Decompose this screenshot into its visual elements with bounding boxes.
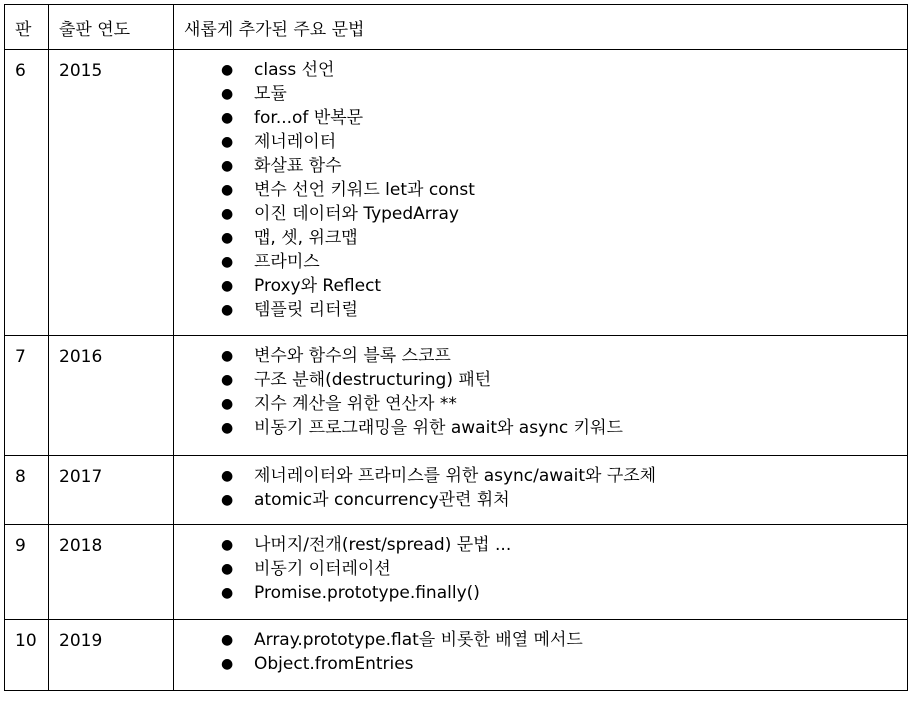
feature-item [221,298,907,322]
feature-text: 구조 분해(destructuring) 패턴 [254,370,492,390]
feature-text: 비동기 이터레이션 [254,559,391,579]
header-row [5,5,908,50]
feature-item [221,178,907,202]
edition-cell: 10 [5,620,49,691]
year-cell: 2016 [49,336,174,456]
table-row [5,50,908,336]
feature-item [221,628,907,652]
edition-cell: 6 [5,50,49,336]
feature-text: 템플릿 리터럴 [254,300,358,320]
feature-text: Array.prototype.flat을 비롯한 배열 메서드 [254,630,583,650]
bullet-icon: ● [221,585,234,601]
bullet-icon: ● [221,110,234,126]
feature-list [174,628,907,676]
table-body [5,50,908,691]
bullet-icon: ● [221,632,234,648]
bullet-icon: ● [221,206,234,222]
feature-text: Promise.prototype.finally() [254,583,480,603]
feature-text: 제너레이터와 프라미스를 위한 async/await와 구조체 [254,466,657,486]
feature-text: 이진 데이터와 TypedArray [254,204,459,224]
bullet-icon: ● [221,86,234,102]
feature-text: 모듈 [254,84,287,104]
feature-text: 프라미스 [254,252,320,272]
feature-item [221,416,907,440]
bullet-icon: ● [221,372,234,388]
features-cell [174,456,908,525]
year-cell: 2015 [49,50,174,336]
feature-item [221,368,907,392]
bullet-icon: ● [221,348,234,364]
feature-list [174,58,907,322]
bullet-icon: ● [221,158,234,174]
feature-text: Object.fromEntries [254,654,414,674]
feature-text: 화살표 함수 [254,156,342,176]
feature-item [221,130,907,154]
feature-text: Proxy와 Reflect [254,276,382,296]
bullet-icon: ● [221,302,234,318]
edition-cell: 9 [5,525,49,620]
feature-text: 나머지/전개(rest/spread) 문법 ... [254,535,512,555]
ecmascript-editions-table [4,4,908,691]
edition-cell: 7 [5,336,49,456]
bullet-icon: ● [221,492,234,508]
feature-item [221,464,907,488]
feature-item [221,106,907,130]
feature-list [174,533,907,605]
feature-item [221,274,907,298]
feature-item [221,344,907,368]
year-cell: 2018 [49,525,174,620]
feature-text: for...of 반복문 [254,108,364,128]
feature-text: class 선언 [254,60,335,80]
feature-item [221,392,907,416]
header-edition: 판 [5,5,49,50]
feature-text: 변수 선언 키워드 let과 const [254,180,475,200]
feature-item [221,82,907,106]
bullet-icon: ● [221,468,234,484]
table-row [5,456,908,525]
table-row [5,620,908,691]
bullet-icon: ● [221,278,234,294]
feature-text: atomic과 concurrency관련 휘처 [254,490,510,510]
feature-text: 맵, 셋, 위크맵 [254,228,358,248]
bullet-icon: ● [221,561,234,577]
features-cell [174,620,908,691]
feature-item [221,202,907,226]
bullet-icon: ● [221,62,234,78]
feature-item [221,557,907,581]
feature-item [221,652,907,676]
feature-text: 지수 계산을 위한 연산자 ** [254,394,457,414]
feature-text: 변수와 함수의 블록 스코프 [254,346,451,366]
feature-text: 비동기 프로그래밍을 위한 await와 async 키워드 [254,418,623,438]
header-features: 새롭게 추가된 주요 문법 [174,5,908,50]
bullet-icon: ● [221,537,234,553]
year-cell: 2017 [49,456,174,525]
feature-list [174,344,907,440]
bullet-icon: ● [221,420,234,436]
feature-item [221,488,907,512]
edition-cell: 8 [5,456,49,525]
bullet-icon: ● [221,396,234,412]
feature-list [174,464,907,512]
feature-item [221,533,907,557]
features-cell [174,336,908,456]
header-year: 출판 연도 [49,5,174,50]
feature-item [221,58,907,82]
feature-item [221,250,907,274]
features-cell [174,525,908,620]
bullet-icon: ● [221,254,234,270]
bullet-icon: ● [221,134,234,150]
table-row [5,525,908,620]
table-row [5,336,908,456]
feature-text: 제너레이터 [254,132,337,152]
feature-item [221,154,907,178]
bullet-icon: ● [221,656,234,672]
bullet-icon: ● [221,230,234,246]
bullet-icon: ● [221,182,234,198]
year-cell: 2019 [49,620,174,691]
feature-item [221,581,907,605]
features-cell [174,50,908,336]
feature-item [221,226,907,250]
